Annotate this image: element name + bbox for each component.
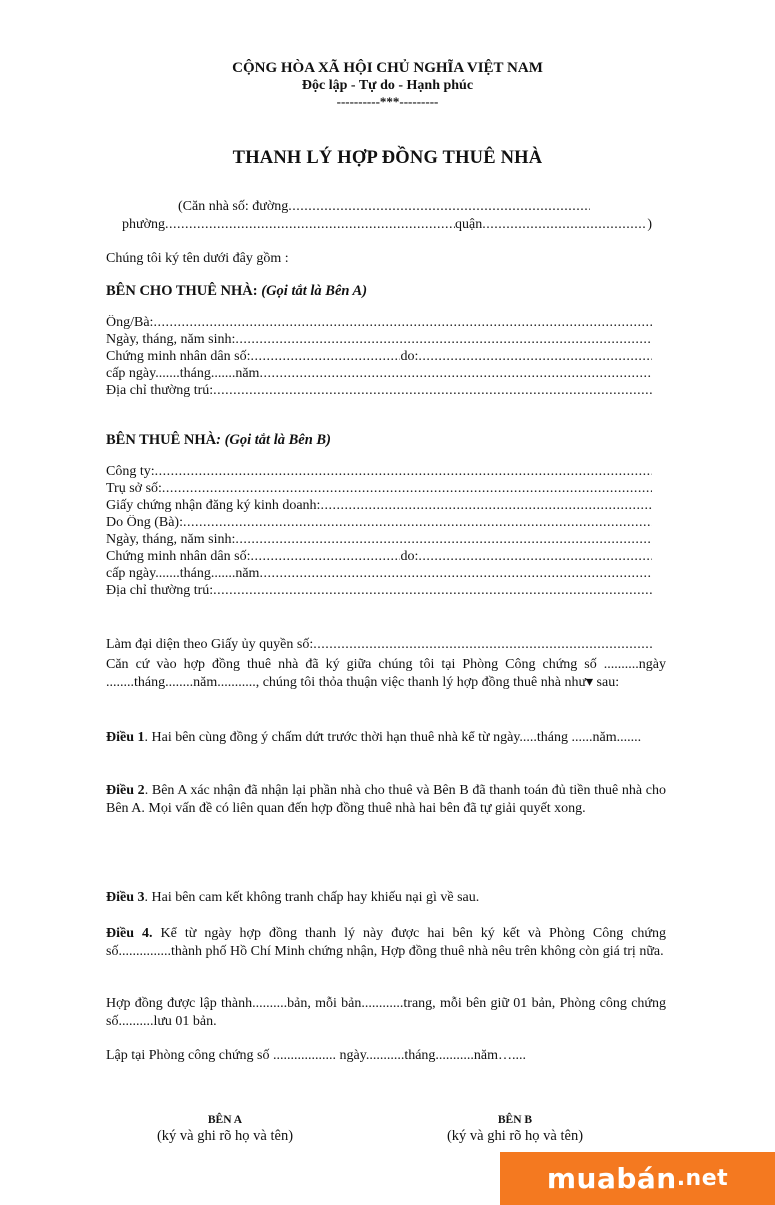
copies-paragraph: Hợp đồng được lập thành..........bản, mỗi bản............trang, mỗi bên giữ 01 bản, Phòng công chứng số..........lưu 01 bản. — [106, 996, 666, 1029]
party-b-issued-field — [106, 566, 652, 583]
article-3 — [106, 889, 666, 907]
address-close-paren: ) — [647, 217, 652, 232]
party-b-company-label: Công ty: — [106, 464, 155, 479]
party-a-id-label: Chứng minh nhân dân số: — [106, 349, 251, 364]
article-4-text: Kể từ ngày hợp đồng thanh lý này được hai bên ký kết và Phòng Công chứng số...............thành phố Hồ Chí Minh chứng nhận, Hợp đồng thuê nhà nêu trên không còn giá trị nữa. — [106, 926, 666, 959]
party-b-office-label: Trụ sở số: — [106, 481, 162, 496]
party-b-signature-note: (ký và ghi rõ họ và tên) — [446, 1128, 584, 1144]
party-b-signature-title: BÊN B — [497, 1114, 533, 1126]
place-date-line: Lập tại Phòng công chứng số .................. ngày...........tháng...........năm….... — [106, 1048, 527, 1063]
watermark-brand: muabán — [546, 1162, 677, 1195]
district-label: quận — [455, 217, 483, 232]
party-b-id-label: Chứng minh nhân dân số: — [106, 549, 251, 564]
ward-label: phường — [122, 217, 165, 232]
watermark-tld: .net — [676, 1166, 729, 1191]
party-b-heading-label: BÊN THUÊ NHÀ — [106, 432, 217, 448]
article-3-label: Điều 3 — [106, 890, 145, 905]
party-b-dob-label: Ngày, tháng, năm sinh: — [106, 532, 236, 547]
article-2-text: . Bên A xác nhận đã nhận lại phần nhà cho thuê và Bên B đã thanh toán đủ tiền thuê nhà cho Bên A. Mọi vấn đề có liên quan đến hợp đồng thuê nhà hai bên đã tự giải quyết xong. — [106, 783, 667, 816]
address-line-1 — [178, 199, 590, 216]
party-b-dob-field — [106, 532, 652, 549]
address-line-2 — [122, 217, 652, 234]
party-b-rep-field — [106, 515, 652, 532]
party-b-issued-label: cấp ngày.......tháng.......năm — [106, 566, 260, 581]
party-b-id-field — [106, 549, 652, 566]
party-b-company-field — [106, 464, 652, 481]
muaban-watermark-logo — [500, 1152, 775, 1205]
article-3-text: . Hai bên cam kết không tranh chấp hay khiếu nại gì về sau. — [144, 890, 480, 905]
article-1-text: . Hai bên cùng đồng ý chấm dứt trước thời hạn thuê nhà kể từ ngày.....tháng ......năm....... — [144, 730, 642, 745]
party-b-office-field — [106, 481, 652, 498]
party-b-address-label: Địa chỉ thường trú: — [106, 583, 214, 598]
party-a-heading-label: BÊN CHO THUÊ NHÀ: — [106, 283, 258, 299]
party-a-id-issuer-label: do: — [400, 349, 419, 364]
party-a-heading — [106, 283, 367, 300]
party-b-heading — [106, 432, 331, 449]
party-a-dob-label: Ngày, tháng, năm sinh: — [106, 332, 236, 347]
article-2 — [106, 782, 666, 817]
party-a-signature-title: BÊN A — [207, 1114, 243, 1126]
party-a-name-field — [106, 315, 652, 332]
party-a-address-field — [106, 383, 652, 400]
party-a-issued-label: cấp ngày.......tháng.......năm — [106, 366, 260, 381]
article-4 — [106, 925, 666, 960]
party-a-issued-field — [106, 366, 652, 383]
party-a-name-label: Ông/Bà: — [106, 315, 154, 330]
address-line-1-label: (Căn nhà số: đường — [178, 199, 289, 214]
country-heading: CỘNG HÒA XÃ HỘI CHỦ NGHĨA VIỆT NAM — [232, 60, 543, 76]
article-4-label: Điều 4. — [106, 926, 153, 941]
party-a-heading-note: (Gọi tắt là Bên A) — [261, 283, 368, 299]
party-b-id-issuer-label: do: — [400, 549, 419, 564]
basis-paragraph: Căn cứ vào hợp đồng thuê nhà đã ký giữa chúng tôi tại Phòng Công chứng số ..........ngày ........tháng........năm..........., chúng tôi thỏa thuận việc thanh lý hợp đồng thuê nhà như▾ sau: — [106, 657, 666, 690]
party-b-license-field — [106, 498, 652, 515]
article-1-label: Điều 1 — [106, 730, 145, 745]
article-1 — [106, 729, 666, 747]
party-b-address-field — [106, 583, 652, 600]
party-a-dob-field — [106, 332, 652, 349]
intro-text: Chúng tôi ký tên dưới đây gồm : — [106, 251, 289, 266]
document-title: THANH LÝ HỢP ĐỒNG THUÊ NHÀ — [232, 148, 543, 168]
article-2-label: Điều 2 — [106, 783, 145, 798]
motto: Độc lập - Tự do - Hạnh phúc — [301, 78, 474, 93]
party-a-signature-note: (ký và ghi rõ họ và tên) — [156, 1128, 294, 1144]
party-a-address-label: Địa chỉ thường trú: — [106, 383, 214, 398]
authorization-label: Làm đại diện theo Giấy ủy quyền số: — [106, 637, 314, 652]
header-separator: ----------***--------- — [336, 94, 439, 109]
authorization-field — [106, 637, 652, 654]
party-a-id-field — [106, 349, 652, 366]
party-b-heading-note: : (Gọi tắt là Bên B) — [216, 432, 331, 448]
party-b-license-label: Giấy chứng nhận đăng ký kinh doanh: — [106, 498, 321, 513]
party-b-rep-label: Do Ông (Bà): — [106, 515, 183, 530]
